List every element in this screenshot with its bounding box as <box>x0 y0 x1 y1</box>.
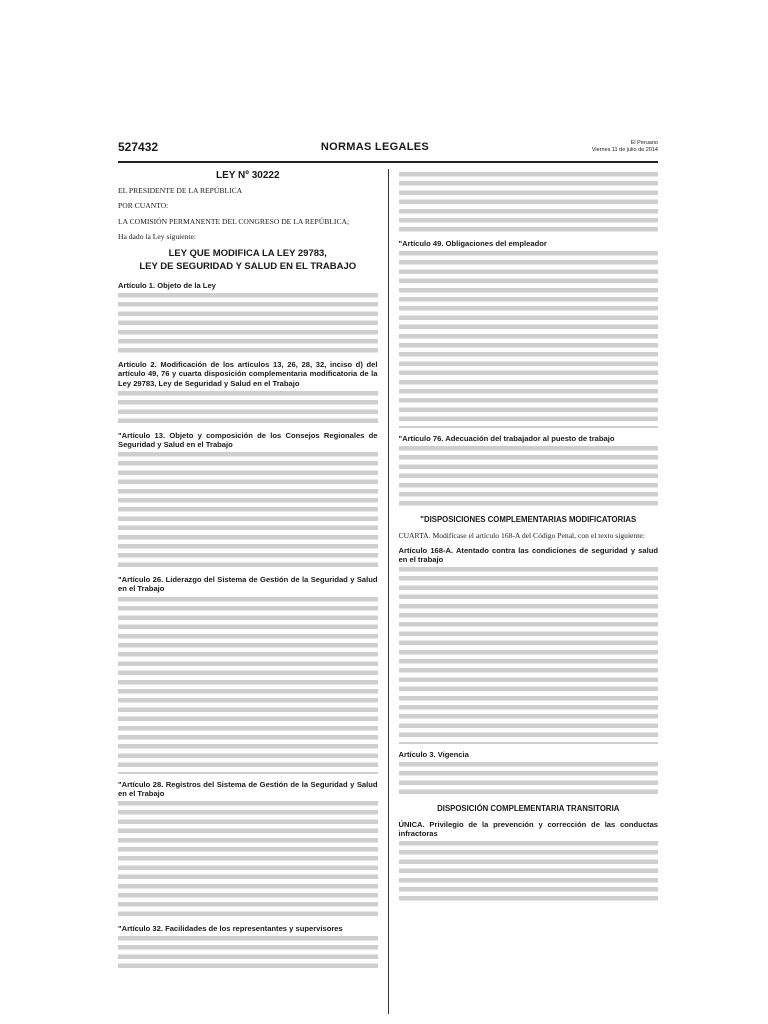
illegible-body-text <box>399 759 659 796</box>
law-title-line-2: LEY DE SEGURIDAD Y SALUD EN EL TRABAJO <box>139 261 357 273</box>
illegible-body-text <box>118 798 378 918</box>
edition-info <box>592 140 658 154</box>
illegible-body-text <box>118 449 378 569</box>
president-line: EL PRESIDENTE DE LA REPÚBLICA <box>118 186 243 196</box>
article-28-heading: "Artículo 28. Registros del Sistema de Gestión de la Seguridad y Salud en el Trabajo <box>118 779 378 798</box>
illegible-body-text <box>118 594 378 774</box>
article-26-heading: "Artículo 26. Liderazgo del Sistema de Gestión de la Seguridad y Salud en el Trabajo <box>118 575 378 594</box>
column-divider <box>388 169 389 1014</box>
masthead <box>118 136 658 163</box>
article-168a-heading: Artículo 168-A. Atentado contra las condiciones de seguridad y salud en el trabajo <box>398 545 659 565</box>
law-title <box>118 247 378 273</box>
dispositions-modif-title: "DISPOSICIONES COMPLEMENTARIAS MODIFICATORIAS <box>420 515 637 525</box>
left-column <box>118 169 378 1014</box>
newspaper-page <box>118 136 658 1016</box>
unica-heading: ÚNICA. Privilegio de la prevención y corrección de las conductas infractoras <box>398 819 659 838</box>
article-13-heading: "Artículo 13. Objeto y composición de los Consejos Regionales de Seguridad y Salud en el Trabajo <box>118 430 378 450</box>
newspaper-title: NORMAS LEGALES <box>320 141 429 153</box>
illegible-body-text <box>399 169 659 233</box>
dispositions-trans-title: DISPOSICIÓN COMPLEMENTARIA TRANSITORIA <box>437 804 620 814</box>
illegible-body-text <box>399 248 659 428</box>
article-49-heading: "Artículo 49. Obligaciones del empleador <box>398 239 547 248</box>
law-number: LEY Nº 30222 <box>216 170 280 181</box>
illegible-body-text <box>118 290 378 354</box>
ha-dado-line: Ha dado la Ley siguiente: <box>118 231 197 241</box>
illegible-body-text <box>118 933 378 970</box>
edition-date: Viernes 11 de julio de 2014 <box>591 147 658 153</box>
page-number: 527432 <box>118 140 159 154</box>
article-76-heading: "Artículo 76. Adecuación del trabajador al puesto de trabajo <box>398 434 615 444</box>
illegible-body-text <box>399 838 659 902</box>
article-32-heading: "Artículo 32. Facilidades de los representantes y supervisores <box>118 924 343 934</box>
article-3-heading: Artículo 3. Vigencia <box>398 750 469 760</box>
cuarta-paragraph: CUARTA. Modifícase el artículo 168-A del Código Penal, con el texto siguiente: <box>398 530 645 540</box>
law-title-line-1: LEY QUE MODIFICA LA LEY 29783, <box>168 248 327 260</box>
article-1-heading: Artículo 1. Objeto de la Ley <box>118 281 216 291</box>
right-column <box>399 169 659 1014</box>
columns <box>118 169 658 1014</box>
paper-name: El Peruano <box>630 140 658 146</box>
illegible-body-text <box>399 564 659 744</box>
congress-line: LA COMISIÓN PERMANENTE DEL CONGRESO DE LA REPÚBLICA; <box>118 216 350 226</box>
article-2-heading: Artículo 2. Modificación de los artículos 13, 26, 28, 32, inciso d) del artículo 49, 76 y cuarta disposición complementaria modificatoria de la Ley 29783, Ley de Seguridad y Salud en el Trabajo <box>118 360 378 388</box>
illegible-body-text <box>118 388 378 425</box>
por-cuanto: POR CUANTO: <box>118 201 169 211</box>
illegible-body-text <box>399 443 659 507</box>
